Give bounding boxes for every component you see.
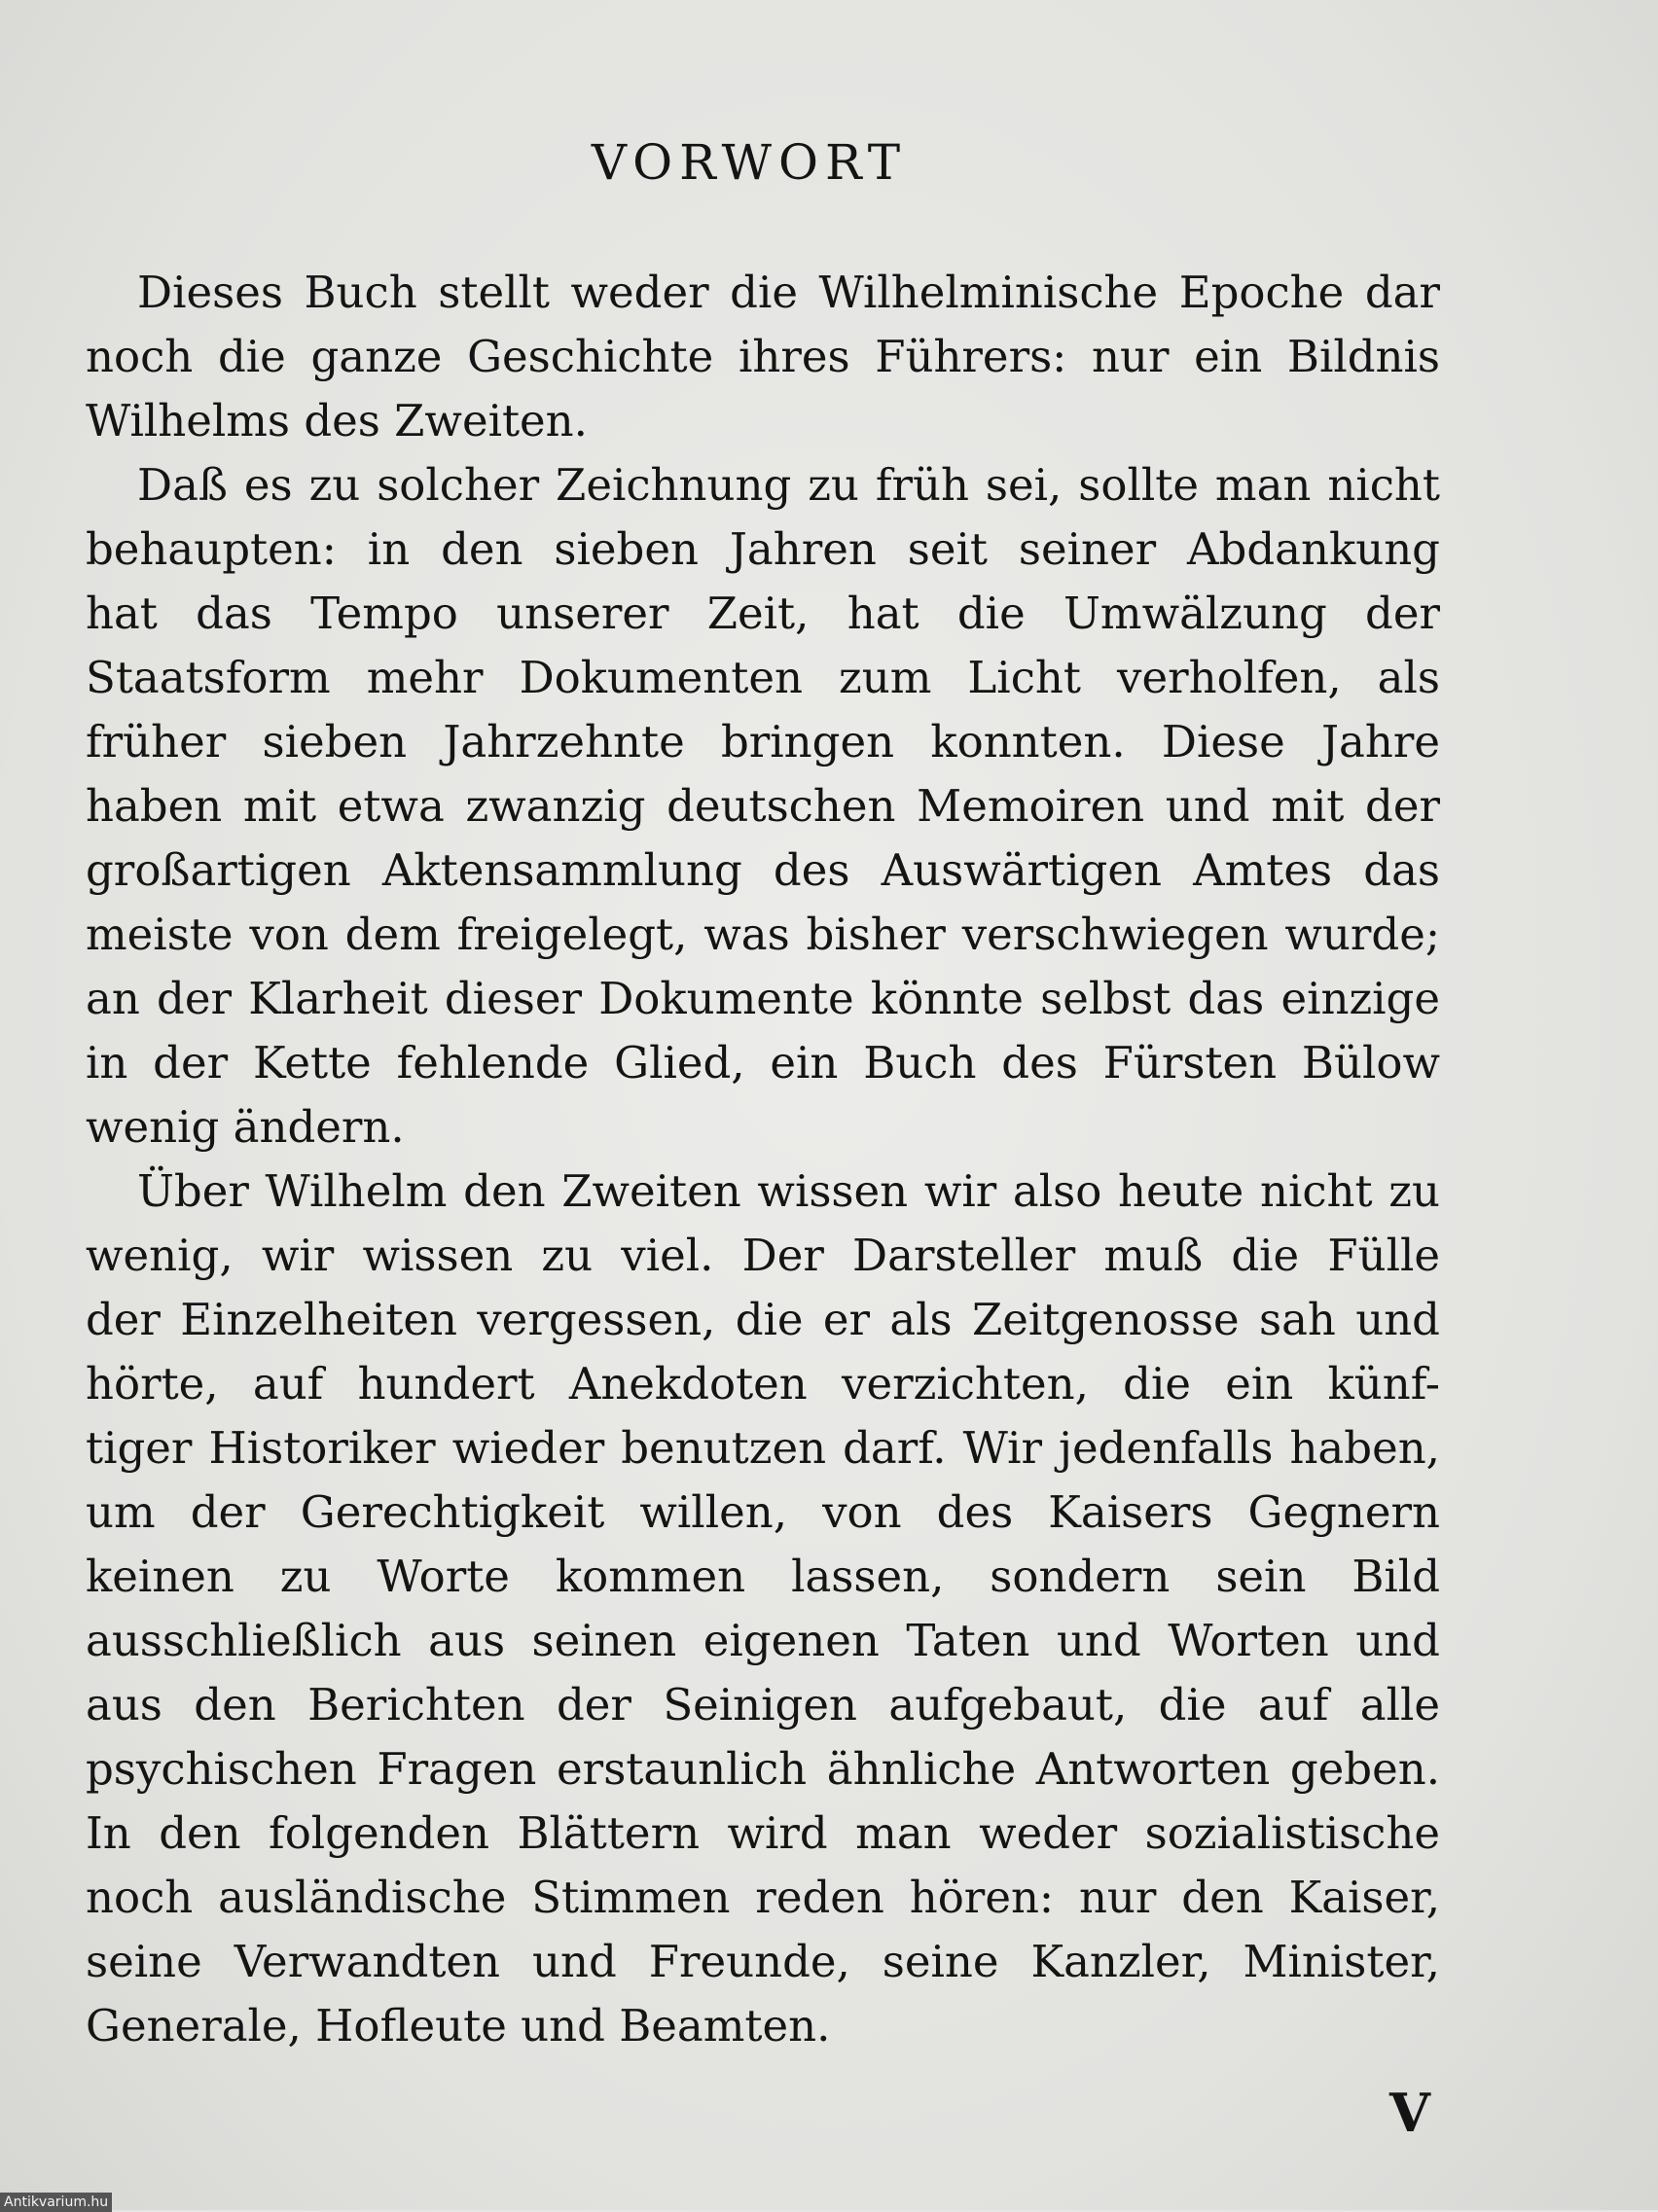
text-line: an der Klarheit dieser Dokumente könnte selbst das einzige — [86, 973, 1440, 1024]
text-line: großartigen Aktensammlung des Auswärtigen Amtes das — [86, 844, 1440, 896]
body-text — [86, 261, 1440, 2058]
text-line: der Einzelheiten vergessen, die er als Zeitgenosse sah und — [86, 1294, 1440, 1345]
watermark: Antikvarium.hu — [0, 2193, 112, 2212]
text-line: behaupten: in den sieben Jahren seit seiner Abdankung — [86, 523, 1440, 575]
text-line: noch die ganze Geschichte ihres Führers: nur ein Bildnis — [86, 331, 1440, 382]
text-line: noch ausländische Stimmen reden hören: nur den Kaiser, — [86, 1872, 1440, 1923]
text-line: früher sieben Jahrzehnte bringen konnten. Diese Jahre — [86, 716, 1440, 767]
text-line: Staatsform mehr Dokumenten zum Licht verholfen, als — [86, 652, 1440, 703]
text-line: Daß es zu solcher Zeichnung zu früh sei, sollte man nicht — [137, 459, 1440, 511]
text-line: um der Gerechtigkeit willen, von des Kaisers Gegnern — [86, 1486, 1440, 1538]
text-line: psychischen Fragen erstaunlich ähnliche Antworten geben. — [86, 1743, 1440, 1795]
page-number: V — [1389, 2082, 1430, 2144]
text-line: In den folgenden Blättern wird man weder sozialistische — [86, 1807, 1440, 1859]
text-line: ausschließlich aus seinen eigenen Taten und Worten und — [86, 1615, 1440, 1666]
text-line: aus den Berichten der Seinigen aufgebaut, die auf alle — [86, 1679, 1440, 1730]
text-line: Generale, Hofleute und Beamten. — [86, 2000, 831, 2051]
text-line: haben mit etwa zwanzig deutschen Memoiren und mit der — [86, 780, 1440, 832]
text-line: keinen zu Worte kommen lassen, sondern sein Bild — [86, 1551, 1440, 1602]
page-title: VORWORT — [591, 134, 908, 191]
text-line: tiger Historiker wieder benutzen darf. Wir jedenfalls haben, — [86, 1422, 1440, 1474]
text-line: hat das Tempo unserer Zeit, hat die Umwälzung der — [86, 588, 1440, 639]
text-line: Über Wilhelm den Zweiten wissen wir also heute nicht zu — [137, 1165, 1440, 1217]
text-line: wenig, wir wissen zu viel. Der Darsteller muß die Fülle — [86, 1230, 1440, 1281]
text-line: wenig ändern. — [86, 1101, 405, 1153]
text-line: meiste von dem freigelegt, was bisher verschwiegen wurde; — [86, 909, 1440, 960]
text-line: seine Verwandten und Freunde, seine Kanzler, Minister, — [86, 1936, 1440, 1987]
text-line: Wilhelms des Zweiten. — [86, 395, 588, 446]
text-line: in der Kette fehlende Glied, ein Buch des Fürsten Bülow — [86, 1037, 1440, 1088]
text-line: Dieses Buch stellt weder die Wilhelminische Epoche dar — [137, 267, 1440, 318]
text-line: hörte, auf hundert Anekdoten verzichten, die ein künf- — [86, 1358, 1440, 1409]
